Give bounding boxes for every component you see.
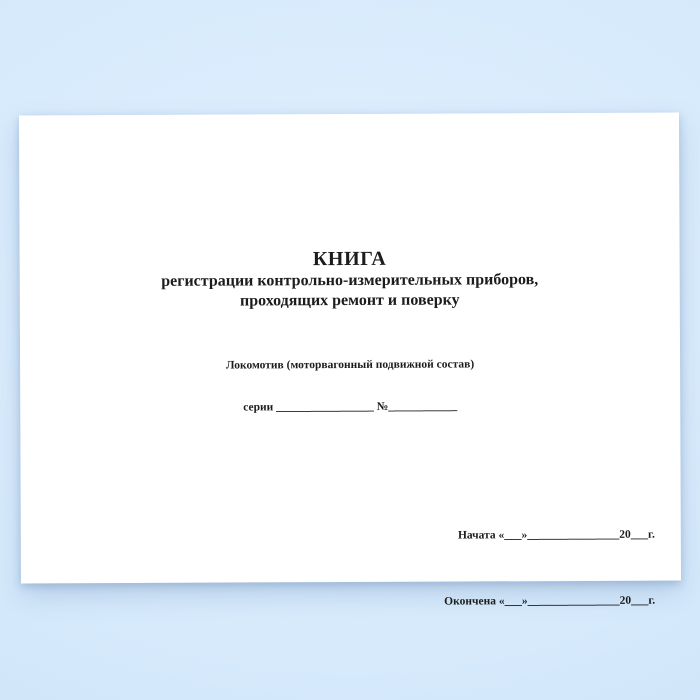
object-block (20, 329, 680, 444)
document-cover-page (19, 113, 681, 608)
date-finished-line: Окончена «___»________________20___г. (444, 594, 656, 608)
object-line-locomotive: Локомотив (моторвагонный подвижной состав) (225, 358, 475, 372)
object-line-series-number: серии _________________ №____________ (243, 400, 458, 414)
document-subtitle-line-1: регистрации контрольно-измерительных приборов, (161, 271, 539, 290)
dates-block (444, 480, 656, 657)
document-title: КНИГА (312, 247, 387, 271)
date-started-line: Начата «___»________________20___г. (457, 528, 655, 542)
title-block (20, 247, 680, 312)
document-subtitle-line-2: проходящих ремонт и поверку (239, 291, 460, 309)
